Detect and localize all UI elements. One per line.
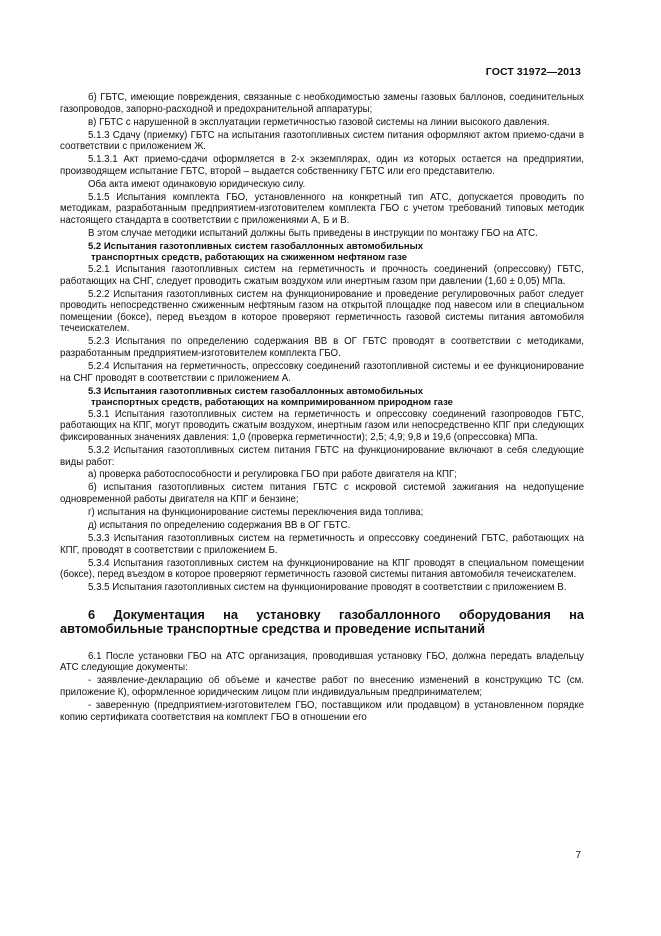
paragraph: 5.2.4 Испытания на герметичность, опрессовку соединений газотопливной системы и ее функционирование на СНГ проводят в соответствии с приложением А. — [60, 360, 584, 384]
paragraph: 6.1 После установки ГБО на АТС организация, проводившая установку ГБО, должна передать владельцу АТС следующие документы: — [60, 650, 584, 674]
paragraph: 5.2.3 Испытания по определению содержания ВВ в ОГ ГБТС проводят в соответствии с методиками, разработанным предприятием-изготовителем комплекта ГБО. — [60, 336, 584, 359]
section-6 — [60, 608, 584, 723]
paragraph: 5.3.5 Испытания газотопливных систем на функционирование проводят в соответствии с приложением В. — [88, 582, 567, 594]
paragraph: 5.1.5 Испытания комплекта ГБО, установленного на конкретный тип АТС, допускается проводить по методикам, разработанным предприятием-изготовителем комплекта ГБО с учетом требований типовых методик настоящего стандарта в соответствии с приложениями А, Б и В. — [60, 191, 584, 226]
document-header: ГОСТ 31972—2013 — [485, 66, 581, 78]
section-heading: 5.2 Испытания газотопливных систем газобаллонных автомобильных — [88, 240, 424, 252]
paragraph: 5.3.1 Испытания газотопливных систем на герметичность и опрессовку соединений газопроводов ГБТС, работающих на КПГ, могут проводить сжатым воздухом, инертным газом или непосредственно КПГ при следующих фиксированных значениях давления: 1,0 (проверка герметичности); 2,5; 4,9; 9,8 и 19,6 (опрессовка) МПа. — [60, 408, 584, 443]
section-5-3 — [60, 386, 584, 594]
list-item: д) испытания по определению содержания ВВ в ОГ ГБТС. — [88, 520, 351, 532]
paragraph: Оба акта имеют одинаковую юридическую силу. — [88, 178, 306, 190]
section-heading-continued: транспортных средств, работающих на компримированном природном газе — [91, 397, 453, 409]
section-heading-continued: транспортных средств, работающих на сжиженном нефтяном газе — [91, 252, 408, 264]
list-item: - заявление-декларацию об объеме и качестве работ по внесению изменений в конструкцию ТС (см. приложение К), оформленное юридическим лицом пли индивидуальным предпринимателем; — [60, 675, 584, 698]
document-body — [60, 92, 584, 725]
paragraph: 5.3.2 Испытания газотопливных систем питания ГБТС на функционирование включают в себя следующие виды работ: — [60, 444, 584, 468]
list-item: - заверенную (предприятием-изготовителем ГБО, поставщиком или продавцом) в установленном порядке копию сертификата соответствия на комплект ГБО в отношении его — [60, 699, 584, 723]
paragraph: 5.3.3 Испытания газотопливных систем на герметичность и опрессовку соединений ГБТС, работающих на КПГ, проводят в соответствии с приложением Б. — [60, 533, 584, 556]
page-number: 7 — [575, 850, 581, 861]
paragraph: 5.1.3 Сдачу (приемку) ГБТС на испытания газотопливных систем питания оформляют актом приемо-сдачи в соответствии с приложением Ж. — [60, 129, 584, 153]
paragraph: в) ГБТС с нарушенной в эксплуатации герметичностью газовой системы на линии высокого давления. — [88, 116, 550, 128]
chapter-heading: 6 Документация на установку газобаллонного оборудования на автомобильные транспортные средства и проведение испытаний — [60, 606, 584, 637]
paragraph: В этом случае методики испытаний должны быть приведены в инструкции по монтажу ГБО на АТС. — [88, 227, 538, 239]
paragraph: б) ГБТС, имеющие повреждения, связанные с необходимостью замены газовых баллонов, соединительных газопроводов, запорно-расходной и предохранительной аппаратуры; — [60, 92, 584, 115]
list-item: г) испытания на функционирование системы переключения вида топлива; — [88, 507, 424, 519]
paragraph: 5.2.1 Испытания газотопливных систем на герметичность и прочность соединений (опрессовку) ГБТС, работающих на СНГ, следует проводить сжатым воздухом или инертным газом при давлении (1,60 ± 0,05) МПа. — [60, 264, 584, 287]
list-item: а) проверка работоспособности и регулировка ГБО при работе двигателя на КПГ; — [88, 469, 457, 481]
section-heading: 5.3 Испытания газотопливных систем газобаллонных автомобильных — [88, 385, 424, 397]
section-5-2 — [60, 241, 584, 384]
intro-paragraphs — [60, 92, 584, 239]
paragraph: 5.3.4 Испытания газотопливных систем на функционирование на КПГ проводят в специальном помещении (боксе), перед въездом в которое проверяют герметичность газовой системы питания автомобиля течеискателем. — [60, 557, 584, 581]
list-item: б) испытания газотопливных систем питания ГБТС с искровой системой зажигания на недопущение одновременной работы двигателя на КПГ и бензине; — [60, 482, 584, 506]
paragraph: 5.2.2 Испытания газотопливных систем на функционирование и проведение регулировочных работ следует проводить непосредственно сжиженным нефтяным газом на открытой площадке под навесом или в специальном помещении (боксе), перед въездом в которое проверяют герметичность газовой системы питания автомобиля течеискателем. — [60, 288, 584, 335]
paragraph: 5.1.3.1 Акт приемо-сдачи оформляется в 2-х экземплярах, один из которых остается на предприятии, производящем испытание ГБТС, второй – выдается собственнику ГБТС или его представителю. — [60, 154, 584, 177]
